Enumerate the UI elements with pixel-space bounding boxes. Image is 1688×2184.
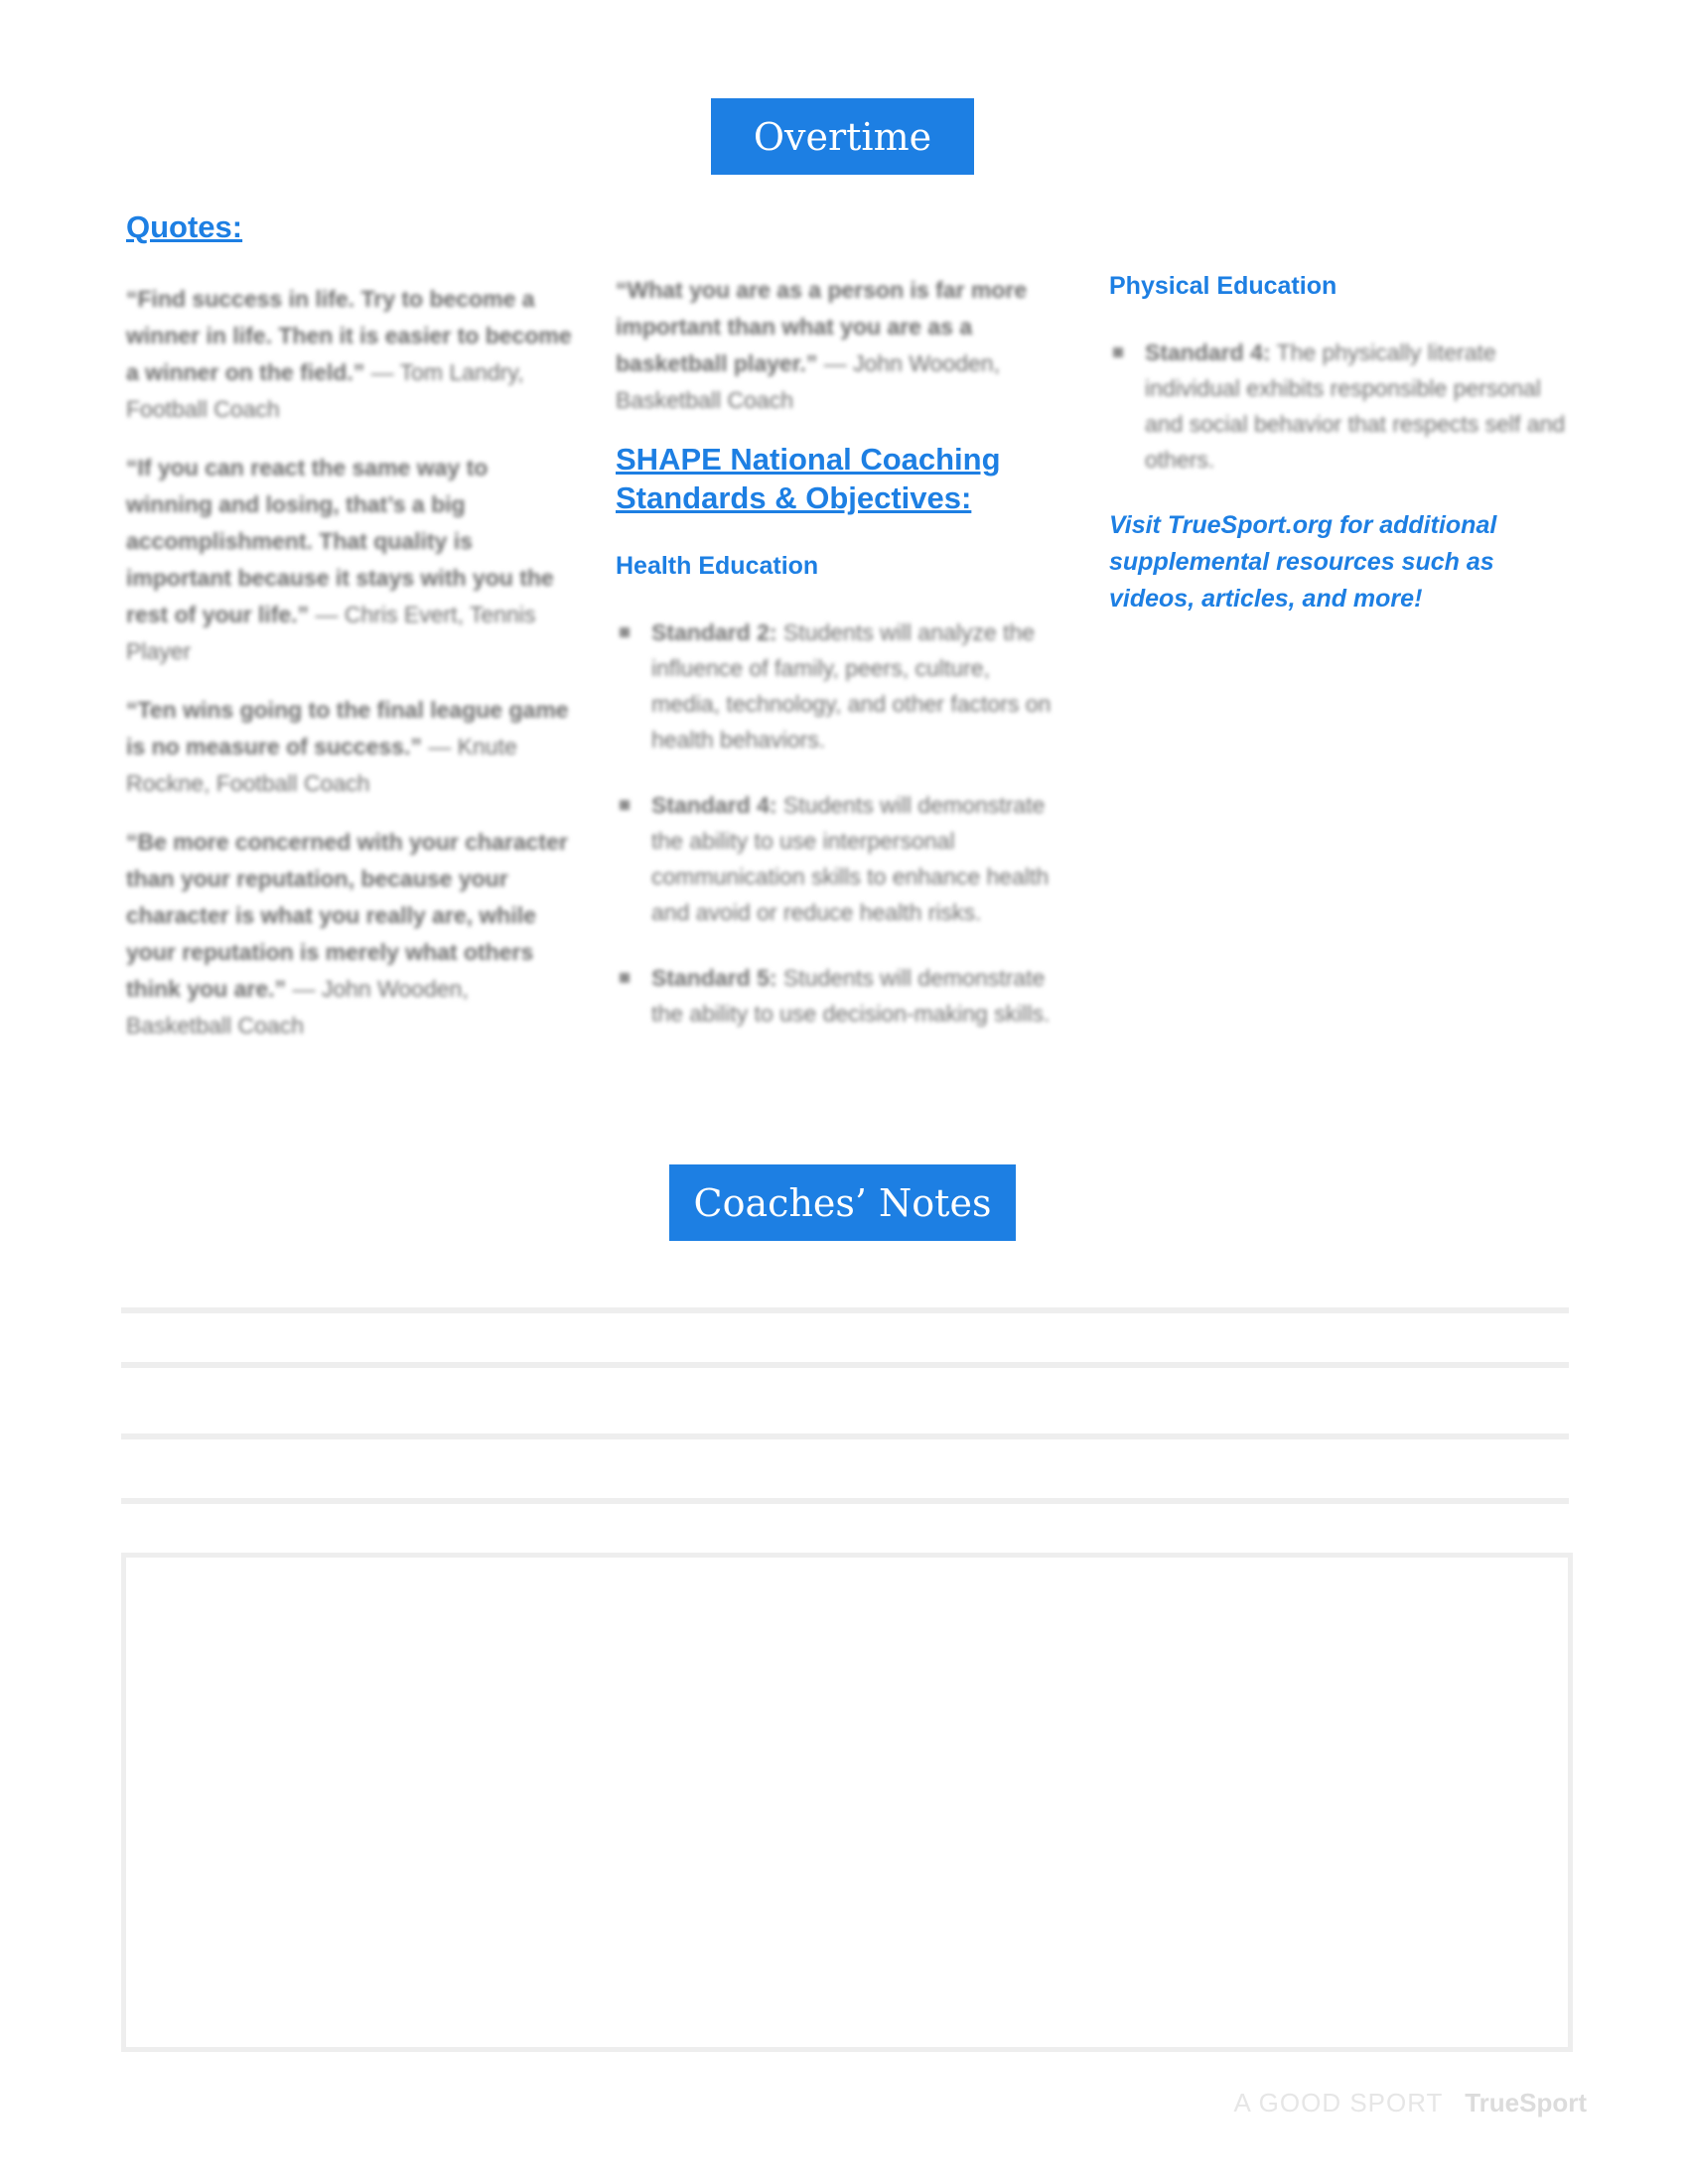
notes-line [121,1433,1569,1439]
standard-item [1109,335,1576,478]
quote-item [126,281,573,428]
standard-name: Standard 5: [651,964,777,991]
quote-item [616,272,1053,419]
standard-name: Standard 2: [651,618,777,645]
standards-column [616,208,1053,1061]
standard-item [616,787,1053,930]
physical-education-title: Physical Education [1109,272,1337,300]
standard-text: Students will demonstrate the ability to use decision-making skills. [651,964,1051,1026]
visit-truesport-link[interactable]: Visit TrueSport.org for additional supplemental resources such as videos, articles, and more! [1109,511,1497,613]
physical-standards-list [1109,335,1576,478]
quote-attribution: — John Wooden, Basketball Coach [616,350,1000,413]
shape-heading: SHAPE National Coaching Standards & Objectives: [616,442,1001,515]
standard-name: Standard 4: [1145,340,1271,365]
health-education-title: Health Education [616,551,819,580]
quote-text: “Be more concerned with your character than your reputation, because your character is what you really are, while your reputation is merely what others think you are.” [126,828,568,1002]
quote-text: “What you are as a person is far more important than what you are as a basketball player.” [616,277,1028,376]
footer-tagline: A GOOD SPORT [1233,2088,1443,2117]
quote-item [126,824,573,1044]
coaches-notes-banner: Coaches’ Notes [669,1164,1016,1241]
quotes-heading: Quotes: [126,209,243,244]
quote-text: “Ten wins going to the final league game is no measure of success.” [126,696,569,759]
standard-text: Students will demonstrate the ability to use interpersonal communication skills to enhance health and avoid or reduce health risks. [651,791,1050,925]
quote-item [126,692,573,802]
quote-item [126,450,573,670]
standard-name: Standard 4: [651,791,777,818]
quote-text: “Find success in life. Try to become a winner in life. Then it is easier to become a winner on the field.” [126,285,572,385]
health-standards-list [616,614,1053,1031]
standard-item [616,960,1053,1031]
notes-line [121,1307,1569,1313]
standard-text: The physically literate individual exhibits responsible personal and social behavior that respects self and others. [1145,340,1566,473]
standard-text: Students will analyze the influence of family, peers, culture, media, technology, and other factors on health behaviors. [651,618,1052,752]
quote-attribution: — John Wooden, Basketball Coach [126,975,469,1038]
standard-item [616,614,1053,757]
quotes-column [126,208,573,1066]
footer [1234,2088,1587,2118]
notes-line [121,1362,1569,1368]
notes-line [121,1498,1569,1504]
truesport-logo: TrueSport [1465,2088,1587,2117]
quote-attribution: — Chris Evert, Tennis Player [126,601,536,664]
quote-attribution: — Tom Landry, Football Coach [126,358,524,422]
physical-education-column [1109,208,1576,617]
quote-attribution: — Knute Rockne, Football Coach [126,733,517,796]
quote-text: “If you can react the same way to winning and losing, that’s a big accomplishment. That quality is important because it stays with you the rest of your life.” [126,454,554,627]
overtime-banner: Overtime [711,98,974,175]
notes-box[interactable] [121,1553,1573,2052]
